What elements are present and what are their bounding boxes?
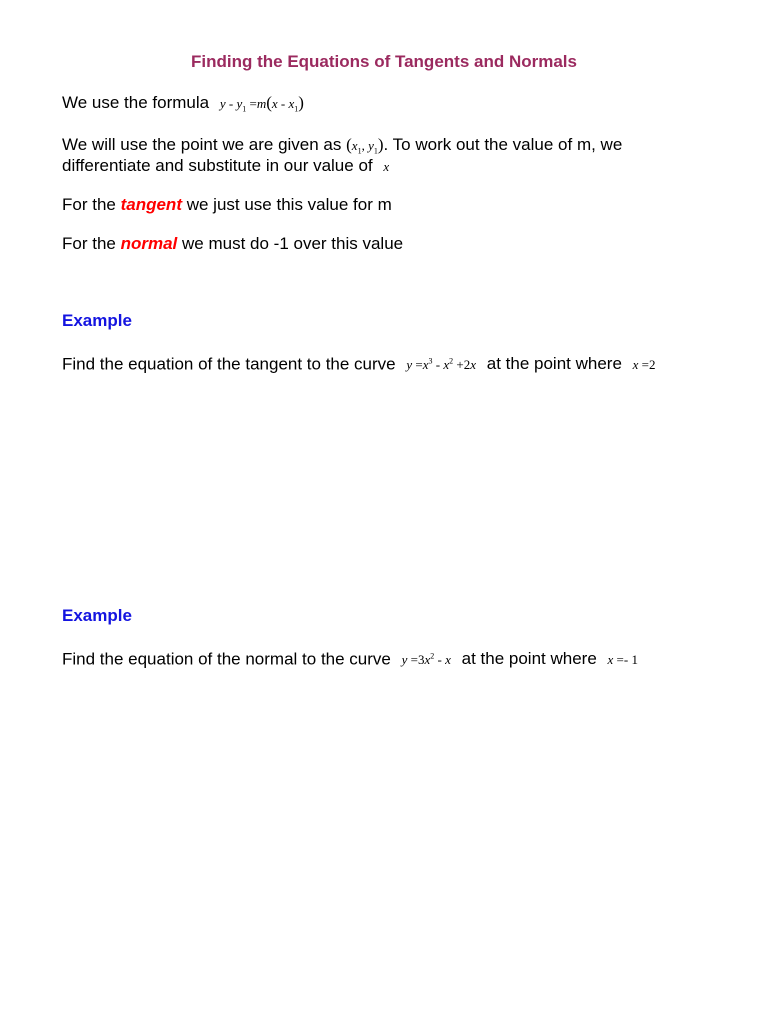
point-text-c: differentiate and substitute in our value of [62, 156, 373, 175]
tangent-emphasis: tangent [120, 195, 182, 214]
normal-prefix: For the [62, 234, 116, 253]
point-text-b: . To work out the value of m, we [383, 135, 623, 154]
point-coordinates: ($x_1$, $y_1$) [346, 135, 384, 156]
point-line-continued [62, 155, 389, 177]
example-2-text-b: at the point where [461, 649, 597, 669]
normal-rule-line [62, 233, 403, 254]
example-1-heading: Example [62, 311, 132, 330]
formula-line [62, 92, 304, 120]
example-2-question [62, 646, 638, 670]
example-2-heading: Example [62, 606, 132, 625]
formula-intro-text: We use the formula [62, 93, 210, 112]
example-1-curve: $y =x^3 - x^2 +2x$ [406, 357, 477, 373]
page-title: Finding the Equations of Tangents and Normals [191, 52, 577, 71]
point-slope-formula: $y - y_1 =m(x - x_1)$ [219, 93, 304, 114]
example-1-condition: x =2 [632, 357, 656, 373]
tangent-rule-line [62, 194, 392, 215]
point-text-a: We will use the point we are given as [62, 135, 342, 154]
example-1-question [62, 351, 656, 375]
normal-suffix: we must do -1 over this value [182, 234, 404, 253]
example-2-condition: x =- 1 [607, 652, 638, 668]
tangent-prefix: For the [62, 195, 116, 214]
variable-x: x [383, 159, 390, 174]
example-2-curve: $y =3x^2 - x$ [401, 652, 451, 668]
example-1-text-b: at the point where [486, 354, 622, 374]
tangent-suffix: we just use this value for m [186, 195, 392, 214]
normal-emphasis: normal [120, 234, 178, 253]
example-1-text-a: Find the equation of the tangent to the curve [62, 354, 396, 374]
example-2-text-a: Find the equation of the normal to the curve [62, 649, 391, 669]
